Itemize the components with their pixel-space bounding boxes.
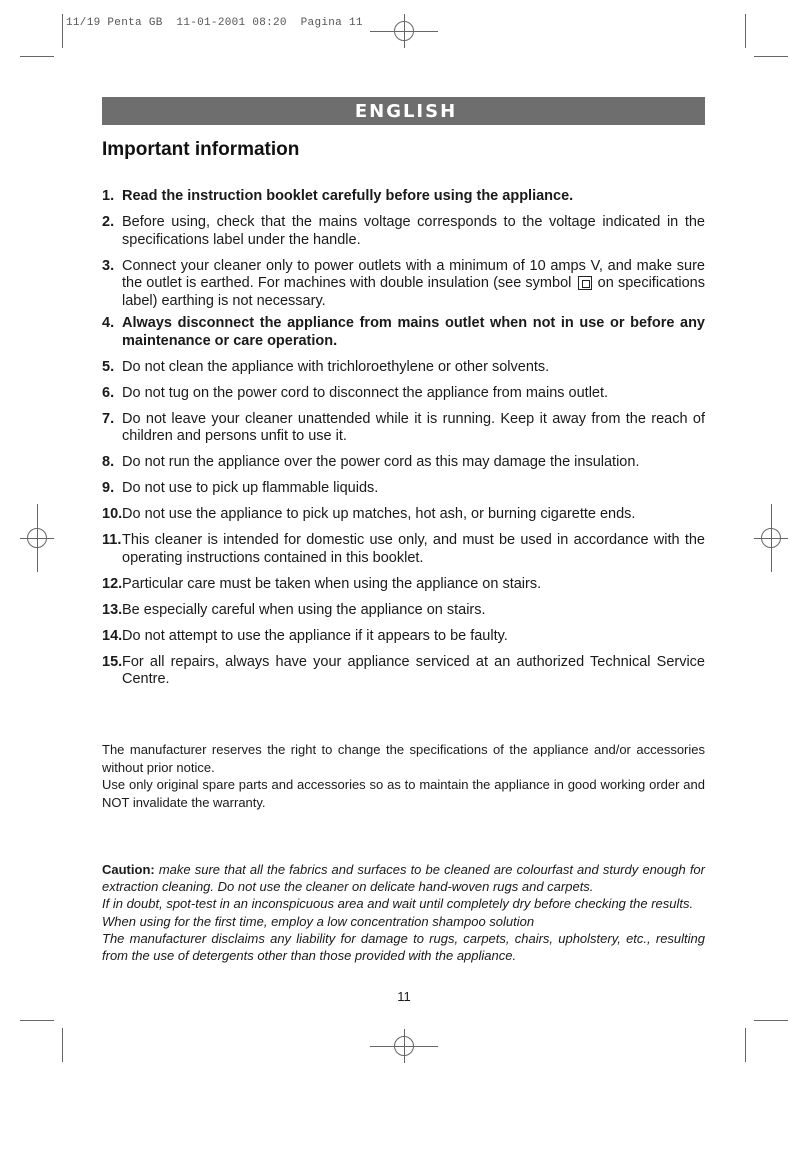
notice-text: The manufacturer reserves the right to change the specifications of the appliance and/or accessories without prior notice. bbox=[102, 742, 705, 775]
crop-mark bbox=[20, 56, 54, 57]
item-number: 13. bbox=[102, 601, 123, 618]
item-text: Do not leave your cleaner unattended while it is running. Keep it away from the reach of children and persons unfit to use it. bbox=[122, 410, 705, 444]
item-text: Always disconnect the appliance from mains outlet when not in use or before any maintenance or care operation. bbox=[122, 315, 705, 349]
item-text: Do not use the appliance to pick up matches, hot ash, or burning cigarette ends. bbox=[122, 506, 636, 522]
item-number: 4. bbox=[102, 315, 115, 331]
double-insulation-icon bbox=[578, 276, 592, 290]
language-banner: ENGLISH bbox=[102, 97, 705, 125]
list-item bbox=[102, 411, 705, 446]
list-item bbox=[102, 602, 705, 620]
item-number: 6. bbox=[102, 384, 115, 401]
crop-mark bbox=[62, 1028, 63, 1062]
item-number: 7. bbox=[102, 410, 115, 427]
list-item bbox=[102, 258, 705, 311]
item-number: 14. bbox=[102, 627, 123, 644]
item-text: Be especially careful when using the appliance on stairs. bbox=[122, 601, 486, 618]
item-text: Do not tug on the power cord to disconnect the appliance from mains outlet. bbox=[122, 384, 609, 401]
registration-mark-icon bbox=[761, 528, 781, 548]
list-item bbox=[102, 454, 705, 472]
item-text: Particular care must be taken when using the appliance on stairs. bbox=[122, 575, 542, 592]
list-item bbox=[102, 532, 705, 567]
list-item bbox=[102, 628, 705, 646]
list-item bbox=[102, 480, 705, 498]
list-item bbox=[102, 576, 705, 594]
item-number: 12. bbox=[102, 575, 123, 592]
caution-block bbox=[102, 861, 705, 964]
caution-text: The manufacturer disclaims any liability for damage to rugs, carpets, chairs, upholstery, etc., resulting from the use of detergents other than those provided with the appliance. bbox=[102, 930, 705, 964]
item-text: Do not run the appliance over the power cord as this may damage the insulation. bbox=[122, 454, 640, 470]
item-text: Do not clean the appliance with trichloroethylene or other solvents. bbox=[122, 358, 550, 375]
item-number: 9. bbox=[102, 480, 115, 496]
item-number: 10. bbox=[102, 506, 123, 522]
item-number: 8. bbox=[102, 454, 115, 470]
item-text: Do not attempt to use the appliance if it appears to be faulty. bbox=[122, 627, 508, 644]
item-text-part: on specifications label) earthing is not necessary. bbox=[122, 275, 705, 309]
list-item bbox=[102, 315, 705, 350]
item-number: 5. bbox=[102, 358, 115, 375]
item-number: 2. bbox=[102, 214, 115, 230]
registration-mark-icon bbox=[27, 528, 47, 548]
page-title: Important information bbox=[102, 139, 300, 160]
item-text: For all repairs, always have your appliance serviced at an authorized Technical Service Centre. bbox=[122, 653, 705, 687]
notice-text: Use only original spare parts and accessories so as to maintain the appliance in good working order and NOT invalidate the warranty. bbox=[102, 777, 705, 810]
item-text: Before using, check that the mains voltage corresponds to the voltage indicated in the specifications label under the handle. bbox=[122, 214, 705, 248]
printer-slug: 11/19 Penta GB 11-01-2001 08:20 Pagina 11 bbox=[66, 17, 363, 29]
list-item bbox=[102, 654, 705, 689]
crop-mark bbox=[745, 14, 746, 48]
safety-list bbox=[102, 188, 705, 697]
registration-mark-icon bbox=[394, 21, 414, 41]
list-item bbox=[102, 188, 705, 206]
item-number: 11. bbox=[102, 532, 122, 548]
registration-mark-icon bbox=[394, 1036, 414, 1056]
item-number: 1. bbox=[102, 188, 115, 204]
item-text: Do not use to pick up flammable liquids. bbox=[122, 480, 379, 496]
crop-mark bbox=[754, 1020, 788, 1021]
caution-text: When using for the first time, employ a low concentration shampoo solution bbox=[102, 913, 535, 929]
item-text bbox=[122, 258, 705, 309]
list-item bbox=[102, 506, 705, 524]
crop-mark bbox=[20, 1020, 54, 1021]
crop-mark bbox=[754, 56, 788, 57]
list-item bbox=[102, 359, 705, 377]
item-number: 3. bbox=[102, 257, 115, 274]
caution-line bbox=[102, 861, 705, 895]
item-text: Read the instruction booklet carefully before using the appliance. bbox=[122, 188, 574, 204]
item-text-part: Connect your cleaner only to power outlets with a minimum of 10 amps V, and make sure the outlet is earthed. For machines with double insulation (see symbol bbox=[122, 257, 705, 291]
crop-mark bbox=[62, 14, 63, 48]
caution-text: make sure that all the fabrics and surfaces to be cleaned are colourfast and sturdy enough for extraction cleaning. Do not use the cleaner on delicate hand-woven rugs and carpets. bbox=[102, 862, 705, 895]
caution-label: Caution: bbox=[102, 862, 155, 877]
item-number: 15. bbox=[102, 653, 123, 670]
caution-text: If in doubt, spot-test in an inconspicuous area and wait until completely dry before checking the results. bbox=[102, 896, 694, 912]
page-number: 11 bbox=[397, 989, 411, 1004]
crop-mark bbox=[745, 1028, 746, 1062]
list-item bbox=[102, 385, 705, 403]
list-item bbox=[102, 214, 705, 249]
item-text: This cleaner is intended for domestic use only, and must be used in accordance with the operating instructions contained in this booklet. bbox=[122, 532, 705, 566]
notice-paragraph bbox=[102, 741, 705, 811]
